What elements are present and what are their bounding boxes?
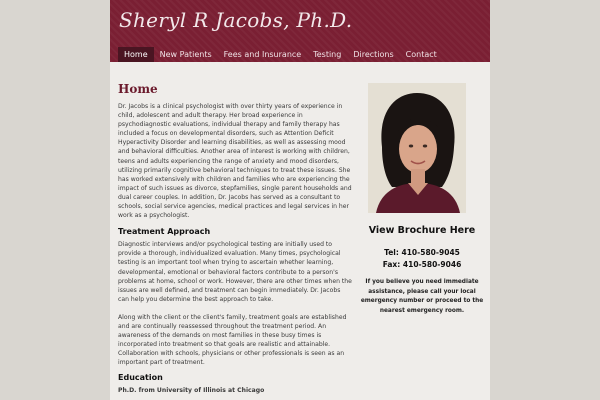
nav-item-home[interactable]: Home <box>118 47 154 62</box>
sidebar <box>358 225 486 316</box>
content-area <box>110 62 490 400</box>
main-column <box>118 82 352 396</box>
portrait-image <box>368 83 466 213</box>
main-nav <box>118 47 443 62</box>
treatment-heading: Treatment Approach <box>118 227 211 237</box>
site-header <box>110 0 490 62</box>
nav-item-testing[interactable]: Testing <box>313 50 342 59</box>
nav-item-contact[interactable]: Contact <box>405 50 437 59</box>
treatment-paragraph-2: Along with the client or the client's family, treatment goals are established and are continually reassessed throughout the treatment period. An awareness of the demands on most families in these busy times is incorporated into treatment so that goals are realistic and attainable. Collaboration with schools, physicians or other professionals is seen as an important part of treatment. <box>118 313 347 367</box>
nav-item-fees-and-insurance[interactable]: Fees and Insurance <box>223 50 302 59</box>
education-item: Ph.D. from University of Illinois at Chicago <box>118 387 265 395</box>
treatment-paragraph-1: Diagnostic interviews and/or psychological testing are initially used to provide a thorough, individualized evaluation. Many times, psychological testing is an important tool when trying to ascertain whether learning, developmental, emotional or behavioral factors contribute to a person's problems at home, school or work. However, there are other times when the issues are well defined, and treatment can begin immediately. Dr. Jacobs can help you determine the best approach to take. <box>118 241 352 303</box>
site-title[interactable]: Sheryl R Jacobs, Ph.D. <box>119 8 353 32</box>
fax-number: Fax: 410-580-9046 <box>382 260 462 269</box>
nav-item-directions[interactable]: Directions <box>353 50 394 59</box>
emergency-note: If you believe you need immediate assistance, please call your local emergency number or proceed to the nearest emergency room. <box>360 279 484 314</box>
intro-paragraph: Dr. Jacobs is a clinical psychologist with over thirty years of experience in child, adolescent and adult therapy. Her broad experience in psychodiagnostic evaluations, individual therapy and family therapy has included a focus on developmental disorders, such as Attention Deficit Hyperactivity Disorder and learning disabilities, as well as assessing mood and behavioral difficulties. Another area of interest is working with children, teens and adults experiencing the range of anxiety and mood disorders, utilizing primarily cognitive behavioral techniques to treat these issues. She has worked extensively with children and families who are experiencing the impact of such issues as divorce, stepfamilies, single parent households and dual career couples. In addition, Dr. Jacobs has served as a consultant to schools, social service agencies, medical practices and legal services in her work as a psychologist. <box>118 103 352 220</box>
portrait-photo <box>368 83 466 213</box>
page-title: Home <box>118 82 158 96</box>
nav-item-new-patients[interactable]: New Patients <box>159 50 212 59</box>
view-brochure-link[interactable]: View Brochure Here <box>368 225 476 236</box>
phone-number: Tel: 410-580-9045 <box>384 248 460 257</box>
education-heading: Education <box>118 373 163 383</box>
